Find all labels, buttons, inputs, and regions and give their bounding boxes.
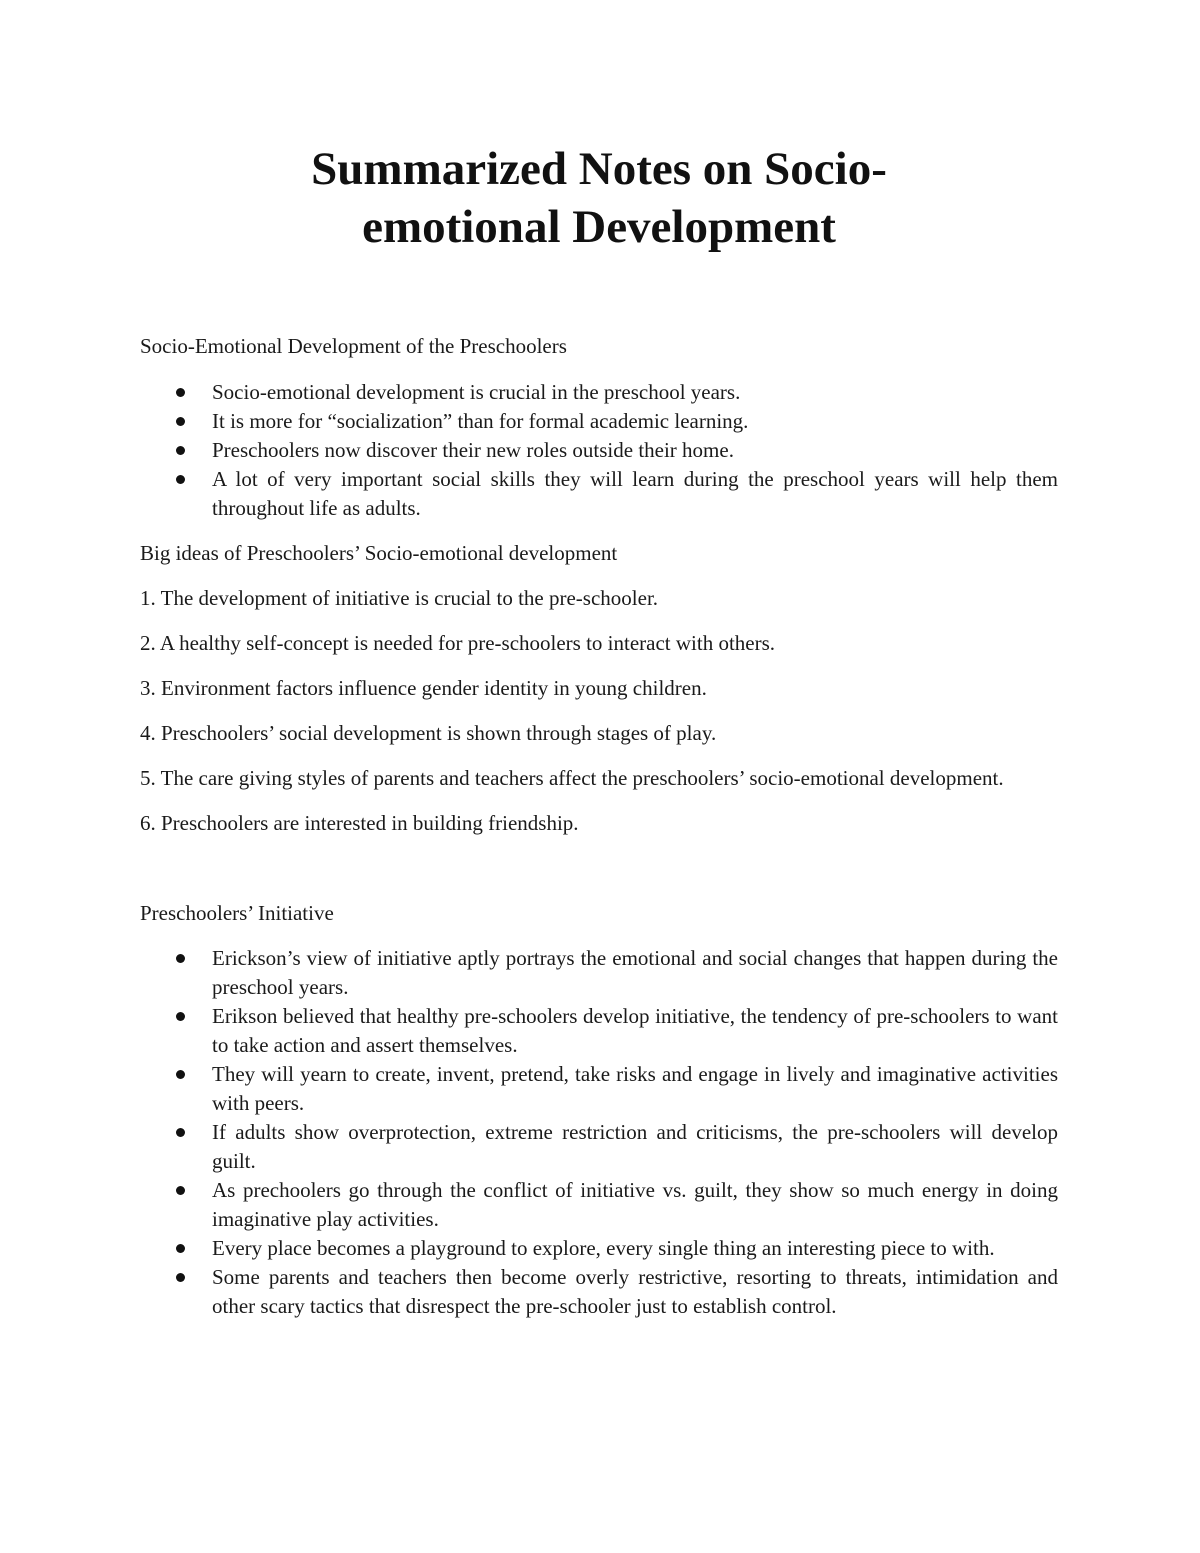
section-heading-big-ideas: Big ideas of Preschoolers’ Socio-emotional development — [140, 541, 618, 565]
big-idea-item: 4. Preschoolers’ social development is shown through stages of play. — [140, 721, 717, 745]
bullet-text: Erikson believed that healthy pre-schoolers develop initiative, the tendency of pre-schoolers to want to take action and assert themselves. — [212, 1004, 1058, 1057]
list-item — [140, 1263, 1058, 1321]
document-title: Summarized Notes on Socio-emotional Development — [311, 143, 887, 253]
bullet-icon — [176, 388, 185, 397]
bullet-icon — [176, 1012, 185, 1021]
list-item — [140, 1176, 1058, 1234]
bullet-text: Some parents and teachers then become overly restrictive, resorting to threats, intimidation and other scary tactics that disrespect the pre-schooler just to establish control. — [212, 1265, 1058, 1318]
bullet-text: Erickson’s view of initiative aptly portrays the emotional and social changes that happen during the preschool years. — [212, 946, 1058, 999]
list-item — [140, 1234, 1058, 1263]
bullet-icon — [176, 954, 185, 963]
bullet-text: Every place becomes a playground to explore, every single thing an interesting piece to with. — [212, 1236, 995, 1260]
bullet-list-socio-emotional — [140, 378, 1058, 523]
list-item — [140, 436, 1058, 465]
big-idea-item: 6. Preschoolers are interested in building friendship. — [140, 811, 579, 835]
document-page — [140, 140, 1058, 1321]
list-item — [140, 1060, 1058, 1118]
bullet-icon — [176, 1128, 185, 1137]
bullet-text: It is more for “socialization” than for formal academic learning. — [212, 409, 749, 433]
list-item — [140, 1002, 1058, 1060]
bullet-icon — [176, 417, 185, 426]
section-heading-socio-emotional: Socio-Emotional Development of the Preschoolers — [140, 334, 567, 358]
list-item — [140, 944, 1058, 1002]
big-idea-item: 1. The development of initiative is crucial to the pre-schooler. — [140, 586, 659, 610]
big-idea-item: 2. A healthy self-concept is needed for pre-schoolers to interact with others. — [140, 631, 776, 655]
bullet-icon — [176, 1273, 185, 1282]
big-idea-item: 5. The care giving styles of parents and teachers affect the preschoolers’ socio-emotional development. — [140, 766, 1004, 790]
bullet-icon — [176, 1244, 185, 1253]
list-item — [140, 1118, 1058, 1176]
list-item — [140, 465, 1058, 523]
bullet-icon — [176, 475, 185, 484]
bullet-icon — [176, 1070, 185, 1079]
bullet-text: Preschoolers now discover their new roles outside their home. — [212, 438, 734, 462]
bullet-icon — [176, 1186, 185, 1195]
bullet-text: Socio-emotional development is crucial in the preschool years. — [212, 380, 741, 404]
bullet-text: If adults show overprotection, extreme restriction and criticisms, the pre-schoolers will develop guilt. — [212, 1120, 1058, 1173]
bullet-text: As prechoolers go through the conflict of initiative vs. guilt, they show so much energy in doing imaginative play activities. — [212, 1178, 1058, 1231]
list-item — [140, 407, 1058, 436]
bullet-icon — [176, 446, 185, 455]
section-heading-initiative: Preschoolers’ Initiative — [140, 901, 334, 925]
big-idea-item: 3. Environment factors influence gender identity in young children. — [140, 676, 707, 700]
bullet-text: They will yearn to create, invent, pretend, take risks and engage in lively and imaginative activities with peers. — [212, 1062, 1058, 1115]
list-item — [140, 378, 1058, 407]
bullet-list-initiative — [140, 944, 1058, 1321]
bullet-text: A lot of very important social skills they will learn during the preschool years will help them throughout life as adults. — [212, 467, 1058, 520]
